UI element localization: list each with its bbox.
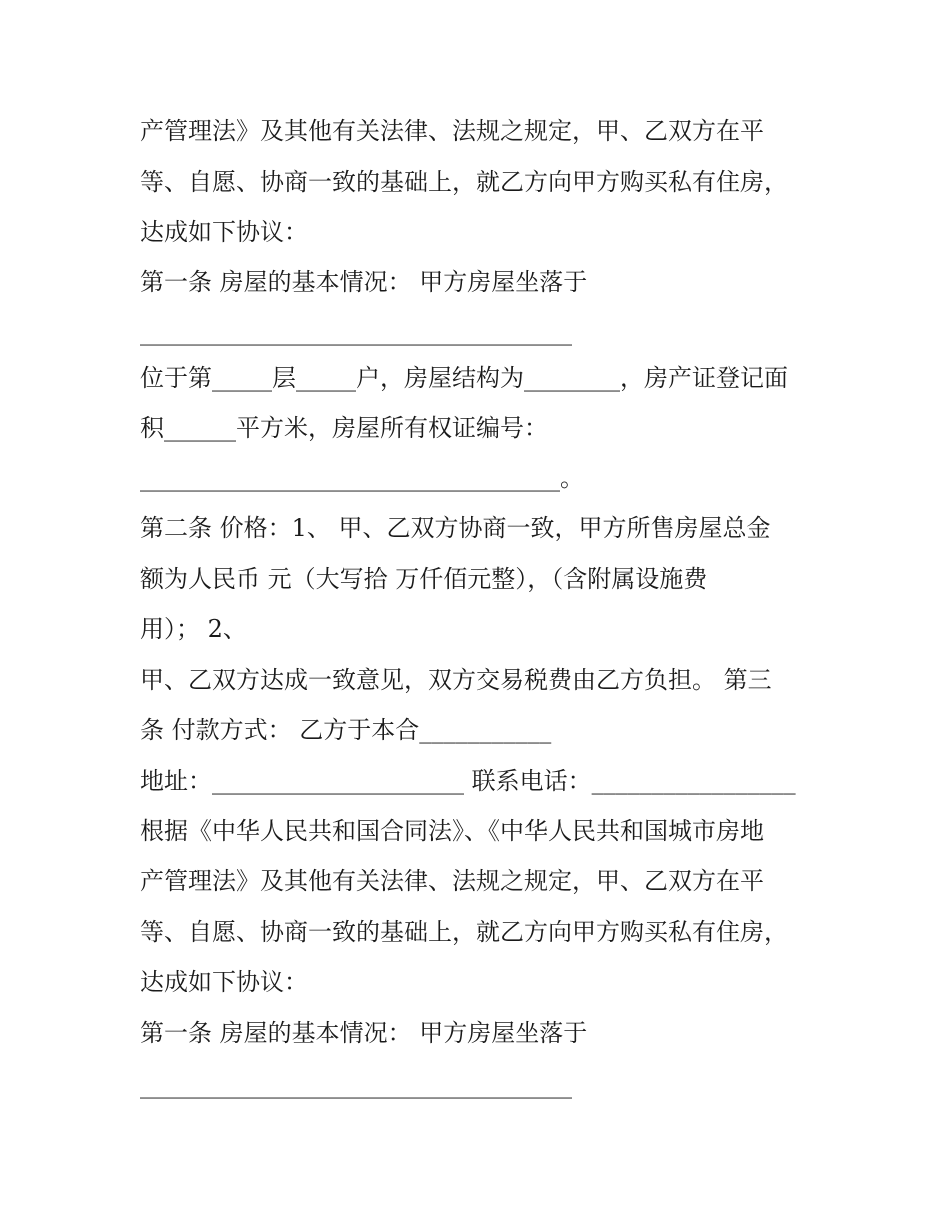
text-line: 产管理法》及其他有关法律、法规之规定，甲、乙双方在平: [140, 117, 764, 145]
text-line: 积______平方米，房屋所有权证编号：: [140, 414, 548, 442]
address-phone-line: 地址：_____________________ 联系电话：_________________: [140, 767, 796, 795]
text-line: 等、自愿、协商一致的基础上，就乙方向甲方购买私有住房，: [140, 918, 788, 946]
article-heading: 第一条 房屋的基本情况： 甲方房屋坐落于: [140, 268, 588, 296]
text-line: 位于第_____层_____户，房屋结构为________，房产证登记面: [140, 364, 788, 392]
blank-line: ____________________________________: [140, 1071, 572, 1099]
text-line: 用）； 2、: [140, 615, 247, 643]
article-heading: 第二条 价格：1、 甲、乙双方协商一致，甲方所售房屋总金: [140, 514, 771, 542]
blank-line: ____________________________________: [140, 318, 572, 346]
text-line: 额为人民币 元（大写拾 万仟佰元整），（含附属设施费: [140, 565, 708, 593]
text-line: 达成如下协议：: [140, 968, 308, 996]
text-line: 根据《中华人民共和国合同法》、《中华人民共和国城市房地: [140, 817, 764, 845]
text-line: 甲、乙双方达成一致意见，双方交易税费由乙方负担。 第三: [140, 666, 772, 694]
text-line: 产管理法》及其他有关法律、法规之规定，甲、乙双方在平: [140, 867, 764, 895]
article-heading: 第一条 房屋的基本情况： 甲方房屋坐落于: [140, 1019, 588, 1047]
text-line: 等、自愿、协商一致的基础上，就乙方向甲方购买私有住房，: [140, 168, 788, 196]
text-line: 达成如下协议：: [140, 218, 308, 246]
blank-line: ___________________________________。: [140, 464, 584, 492]
text-line: 条 付款方式： 乙方于本合___________: [140, 716, 552, 744]
